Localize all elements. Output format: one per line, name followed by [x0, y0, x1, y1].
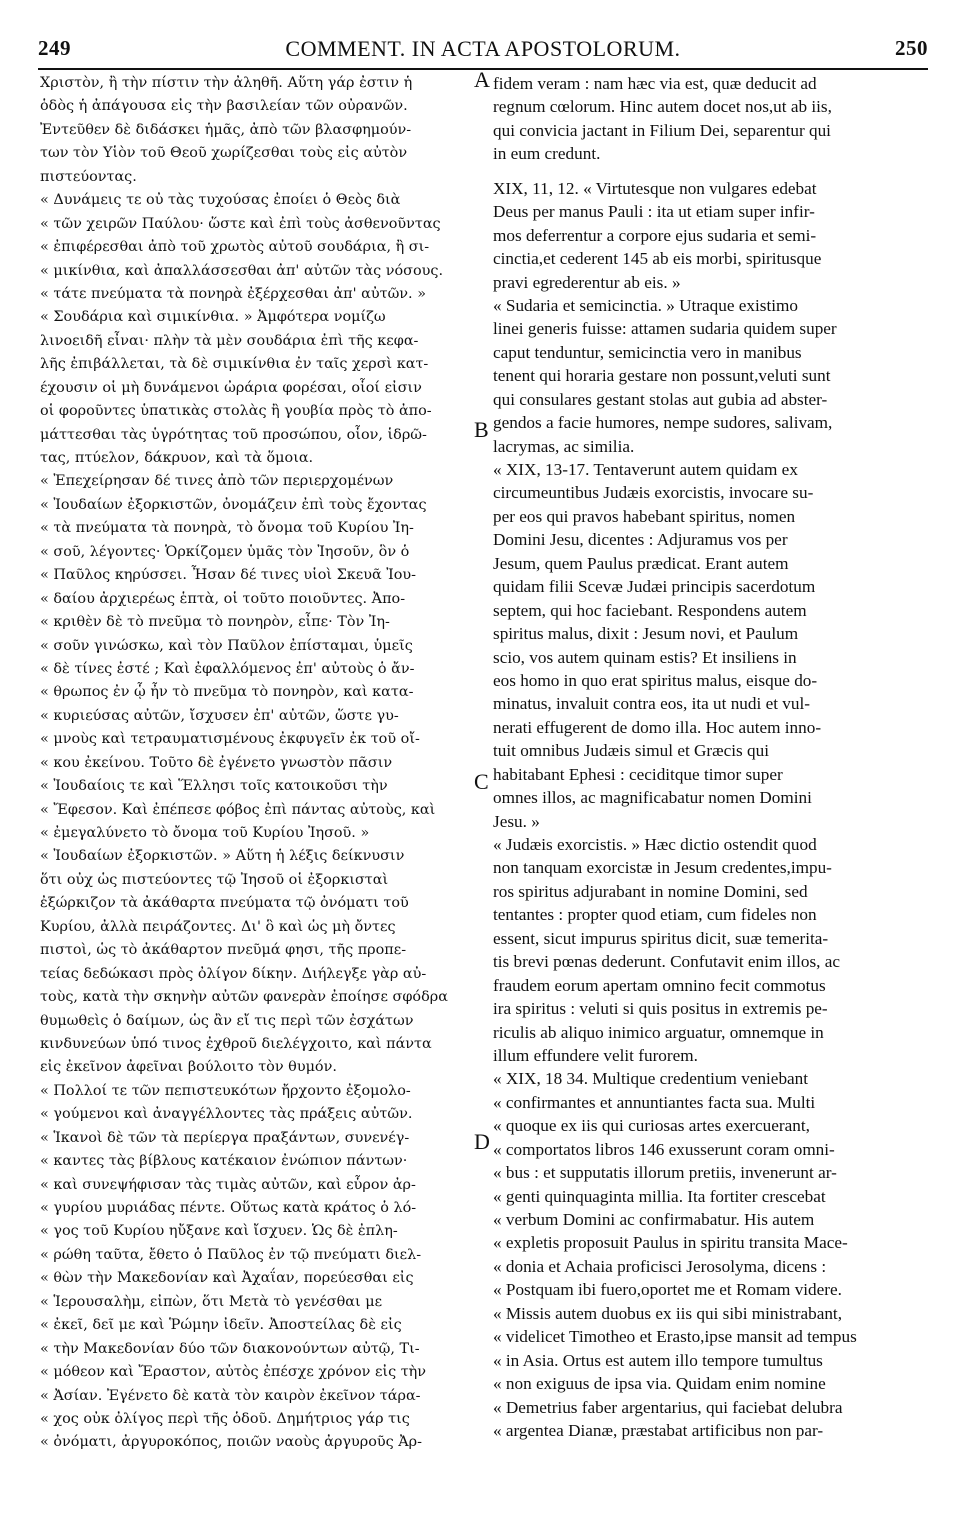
- latin-text-line: « verbum Domini ac confirmabatur. His autem: [493, 1210, 815, 1229]
- greek-text-line: « Ἰουδαίων ἐξορκιστῶν, ὀνομάζειν ἐπὶ τοὺς ἔχοντας: [40, 496, 427, 513]
- latin-text-line: Jesum, quem Paulus prædicat. Erant autem: [493, 553, 789, 573]
- latin-text-line: Deus per manus Pauli : ita ut etiam super infir-: [493, 202, 815, 222]
- greek-text-line: « δὲ τίνες ἐστέ ; Καὶ ἐφαλλόμενος ἐπ' αὐτοὺς ὁ ἄν-: [40, 660, 415, 677]
- latin-text-line: illum effundere velit furorem.: [493, 1045, 698, 1065]
- greek-text-line: « χος οὐκ ὀλίγος περὶ τῆς ὁδοῦ. Δημήτριος γάρ τις: [40, 1410, 410, 1427]
- greek-text-line: έχουσιν οἱ μὴ δυνάμενοι ὠράρια φορέσαι, οἷοί εἰσιν: [40, 379, 422, 396]
- latin-text-line: ros spiritus adjurabant in nomine Domini, sed: [493, 881, 808, 901]
- latin-text-line: tenent qui horaria gestare non possunt,veluti sunt: [493, 366, 831, 386]
- latin-text-line: cinctia,et cederent 145 ab eis morbi, spiritusque: [493, 249, 822, 269]
- greek-text-line: « σοῦ, λέγοντες· Ὁρκίζομεν ὑμᾶς τὸν Ἰησοῦν, ὃν ὁ: [40, 543, 410, 560]
- greek-text-line: « Ἱκανοὶ δὲ τῶν τὰ περίεργα πραξάντων, συνενέγ-: [40, 1129, 410, 1146]
- greek-text-line: των τὸν Υἱὸν τοῦ Θεοῦ χωρίζεσθαι τοὺς εἰς αὐτὸν: [40, 145, 408, 162]
- margin-letter-a: A: [474, 67, 490, 92]
- latin-text-line: caput tenduntur, semicinctia vero in manibus: [493, 342, 802, 362]
- latin-text-line: XIX, 11, 12. « Virtutesque non vulgares edebat: [493, 178, 817, 198]
- greek-text-line: « μνοὺς καὶ τετραυματισμένους ἐκφυγεῖν ἐκ τοῦ οἴ-: [40, 731, 420, 748]
- latin-text-line: eos homo in quo erat spiritus malus, eisque do-: [493, 670, 818, 690]
- greek-text-line: « θρωπος ἐν ᾧ ἦν τὸ πνεῦμα τὸ πονηρὸν, καὶ κατα-: [40, 684, 414, 701]
- greek-text-line: « ἐκεῖ, δεῖ με καὶ Ῥώμην ἰδεῖν. Ἀποστείλας δὲ εἰς: [40, 1317, 402, 1334]
- page-header: [38, 36, 928, 66]
- latin-text-line: « videlicet Timotheo et Erasto,ipse mansit ad tempus: [493, 1327, 857, 1347]
- latin-text-line: mos deferrentur a corpore ejus sudaria et semi-: [493, 225, 817, 245]
- latin-text-line: Jesu. »: [493, 811, 540, 831]
- greek-text-line: « Ἰουδαίων ἐξορκιστῶν. » Αὕτη ἡ λέξις δείκνυσιν: [40, 848, 405, 865]
- greek-text-line: « ἐπιφέρεσθαι ἀπὸ τοῦ χρωτὸς αὐτοῦ σουδάρια, ἢ σι-: [40, 239, 430, 256]
- greek-text-line: « σοῦν γινώσκω, καὶ τὸν Παῦλον ἐπίσταμαι, ὑμεῖς: [40, 637, 413, 654]
- latin-text-line: « Sudaria et semicinctia. » Utraque existimo: [493, 295, 798, 315]
- greek-text-line: « Ἔφεσον. Καὶ ἐπέπεσε φόβος ἐπὶ πάντας αὐτοὺς, καὶ: [40, 801, 436, 818]
- latin-text-line: « comportatos libros 146 exusserunt coram omni-: [493, 1139, 835, 1159]
- latin-text-line: spiritus malus, dixit : Jesum novi, et Paulum: [493, 624, 799, 644]
- latin-text-line: « argentea Dianæ, præstabat artificibus non par-: [493, 1420, 824, 1440]
- greek-text-line: « Ἱερουσαλὴμ, εἰπὼν, ὅτι Μετὰ τὸ γενέσθαι με: [40, 1293, 383, 1310]
- latin-text-line: qui consulares gestant stolas aut gubia ad abster-: [493, 389, 828, 409]
- latin-text-line: omnes illos, ac magnificabatur nomen Domini: [493, 788, 812, 808]
- greek-text-line: « γούμενοι καὶ ἀναγγέλλοντες τὰς πράξεις αὐτῶν.: [40, 1106, 413, 1123]
- greek-text-line: « μόθεον καὶ Ἔραστον, αὐτὸς ἐπέσχε χρόνον εἰς τὴν: [40, 1364, 427, 1381]
- latin-text-column: [493, 72, 929, 1442]
- latin-text-line: « in Asia. Ortus est autem illo tempore tumultus: [493, 1350, 823, 1370]
- latin-text-line: « confirmantes et annuntiantes facta sua. Multi: [493, 1092, 816, 1112]
- greek-text-line: ὅτι οὐχ ὡς πιστεύοντες τῷ Ἰησοῦ οἱ ἐξορκισταὶ: [40, 871, 389, 888]
- latin-text-line: Domini Jesu, dicentes : Adjuramus vos per: [493, 530, 788, 550]
- greek-text-line: « ρώθη ταῦτα, ἔθετο ὁ Παῦλος ἐν τῷ πνεύματι διελ-: [40, 1246, 422, 1263]
- greek-text-line: Ἐντεῦθεν δὲ διδάσκει ἡμᾶς, ἀπὸ τῶν βλασφημούν-: [40, 121, 412, 138]
- greek-text-line: « καὶ συνεψήφισαν τὰς τιμὰς αὐτῶν, καὶ εὗρον ἀρ-: [40, 1176, 416, 1193]
- latin-text-line: non tanquam exorcistæ in Jesum credentes,impu-: [493, 858, 832, 878]
- latin-text-line: « donia et Achaia proficisci Jerosolyma, dicens :: [493, 1256, 827, 1276]
- latin-text-line: minatus, invaluit contra eos, ita ut nudi et vul-: [493, 694, 810, 714]
- latin-text-line: tentantes : propter quod etiam, cum fideles non: [493, 905, 817, 925]
- latin-text-line: gendos a facie humores, nempe sudores, salivam,: [493, 413, 833, 433]
- greek-text-line: πιστοὶ, ὡς τὸ ἀκάθαρτον πνεῦμά φησι, τῆς προπε-: [40, 942, 407, 959]
- latin-text-line: « XIX, 18 34. Multique credentium veniebant: [493, 1069, 809, 1089]
- latin-text-line: in eum credunt.: [493, 144, 601, 164]
- latin-text-line: quidam filii Scevæ Judæi principis sacerdotum: [493, 577, 816, 597]
- latin-text-line: [493, 166, 929, 177]
- greek-text-column: [40, 72, 470, 1455]
- latin-text-line: ira spiritus : veluti si quis positus in extremis pe-: [493, 999, 828, 1019]
- greek-text-line: « δαίου ἀρχιερέως ἑπτὰ, οἱ τοῦτο ποιοῦντες. Ἀπο-: [40, 590, 406, 607]
- greek-text-line: « κου ἐκείνου. Τοῦτο δὲ ἐγένετο γνωστὸν πᾶσιν: [40, 754, 393, 771]
- greek-text-line: « τὰ πνεύματα τὰ πονηρὰ, τὸ ὄνομα τοῦ Κυρίου Ἰη-: [40, 520, 414, 537]
- latin-text-line: essent, sicut impurus spiritus dicit, suæ temerita-: [493, 928, 829, 948]
- greek-text-line: « κυριεύσας αὐτῶν, ἴσχυσεν ἐπ' αὐτῶν, ὥστε γυ-: [40, 707, 399, 724]
- latin-text-line: « Missis autem duobus ex iis qui sibi ministrabant,: [493, 1303, 842, 1323]
- latin-text-line: tuit omnibus Judæis simul et Græcis qui: [493, 741, 769, 761]
- greek-text-line: « μικίνθια, καὶ ἀπαλλάσσεσθαι ἀπ' αὐτῶν τὰς νόσους.: [40, 262, 444, 279]
- latin-text-line: tis brevi pœnas dederunt. Confutavit enim illos, ac: [493, 952, 841, 972]
- greek-text-line: « Παῦλος κηρύσσει. Ἦσαν δέ τινες υἱοὶ Σκευᾶ Ἰου-: [40, 567, 417, 584]
- greek-text-line: λῆς ἐπιβάλλεται, τὰ δὲ σιμικίνθια ἐν ταῖς χερσὶ κατ-: [40, 356, 429, 373]
- greek-text-line: ἐξώρκιζον τὰ ἀκάθαρτα πνεύματα τῷ ὀνόματι τοῦ: [40, 895, 409, 912]
- latin-text-line: regnum cœlorum. Hinc autem docet nos,ut ab iis,: [493, 97, 832, 117]
- greek-text-line: « θὼν τὴν Μακεδονίαν καὶ Ἀχαΐαν, πορεύεσθαι εἰς: [40, 1270, 414, 1287]
- greek-text-line: « γυρίου μυριάδας πέντε. Οὕτως κατὰ κράτος ὁ λό-: [40, 1200, 417, 1216]
- greek-text-line: μάττεσθαι τὰς ὑγρότητας τοῦ προσώπου, οἷον, ἱδρῶ-: [40, 426, 427, 443]
- latin-text-line: septem, qui hoc faciebant. Respondens autem: [493, 600, 807, 620]
- latin-text-line: « non exiguus de ipsa via. Quidam enim nomine: [493, 1374, 826, 1394]
- latin-text-line: « Demetrius faber argentarius, qui faciebat delubra: [493, 1397, 843, 1417]
- latin-text-line: « Judæis exorcistis. » Hæc dictio ostendit quod: [493, 835, 817, 854]
- latin-text-line: circumeuntibus Judæis exorcistis, invocare su-: [493, 483, 814, 503]
- latin-text-line: « genti quinquaginta millia. Ita fortiter crescebat: [493, 1186, 826, 1206]
- greek-text-line: Κυρίου, ἀλλὰ πειράζοντες. Δι' ὃ καὶ ὡς μὴ ὄντες: [40, 918, 396, 935]
- latin-text-line: « XIX, 13-17. Tentaverunt autem quidam ex: [493, 460, 798, 479]
- greek-text-line: « Ἐπεχείρησαν δέ τινες ἀπὸ τῶν περιερχομένων: [40, 473, 394, 490]
- greek-text-line: « κριθὲν δὲ τὸ πνεῦμα τὸ πονηρὸν, εἶπε· Τὸν Ἰη-: [40, 614, 390, 631]
- greek-text-line: « τῶν χειρῶν Παύλου· ὥστε καὶ ἐπὶ τοὺς ἀσθενοῦντας: [40, 215, 441, 232]
- latin-text-line: habitabant Ephesi : ceciditque timor super: [493, 764, 783, 784]
- margin-letter-b: B: [474, 417, 489, 442]
- latin-text-line: « quoque ex iis qui curiosas artes exercuerant,: [493, 1116, 810, 1136]
- latin-text-line: « bus : et supputatis illorum pretiis, invenerunt ar-: [493, 1163, 837, 1183]
- latin-text-line: scio, vos autem quinam estis? Et insiliens in: [493, 647, 797, 667]
- latin-text-line: linei generis fuisse: attamen sudaria quidem super: [493, 319, 837, 339]
- latin-text-line: lacrymas, ac similia.: [493, 436, 635, 456]
- greek-text-line: « καντες τὰς βίβλους κατέκαιον ἐνώπιον πάντων·: [40, 1153, 408, 1170]
- greek-text-line: τοὺς, κατὰ τὴν σκηνὴν αὐτῶν φανερὰν ἐποίησε σφόδρα: [40, 989, 448, 1006]
- greek-text-line: ὁδὸς ἡ ἀπάγουσα εἰς τὴν βασιλείαν τῶν οὐρανῶν.: [40, 98, 408, 115]
- greek-text-line: « τὴν Μακεδονίαν δύο τῶν διακονούντων αὐτῷ, Τι-: [40, 1340, 420, 1357]
- latin-text-line: pravi egrederentur ab eis. »: [493, 272, 681, 292]
- latin-text-line: per eos qui pravos habebant spiritus, nomen: [493, 506, 796, 526]
- running-title: COMMENT. IN ACTA APOSTOLORUM.: [285, 36, 681, 61]
- page-number-right: 250: [895, 36, 928, 60]
- greek-text-line: κινδυνεύων ὑπό τινος ἐχθροῦ διελέγχοιτο, καὶ πάντα: [40, 1035, 432, 1052]
- greek-text-line: θυμωθεὶς ὁ δαίμων, ὡς ἂν εἴ τις περὶ τῶν ἐσχάτων: [40, 1012, 414, 1029]
- greek-text-line: « γος τοῦ Κυρίου ηὔξανε καὶ ἴσχυεν. Ὡς δὲ ἐπλη-: [40, 1223, 398, 1240]
- latin-text-line: « expletis proposuit Paulus in spiritu transita Mace-: [493, 1233, 848, 1253]
- greek-text-line: « Ἀσίαν. Ἐγένετο δὲ κατὰ τὸν καιρὸν ἐκεῖνον τάρα-: [40, 1387, 421, 1404]
- greek-text-line: τείας δεδώκασι πρὸς ὀλίγον δίκην. Διήλεγξε γὰρ αὐ-: [40, 965, 427, 982]
- latin-text-line: nerati effugerent de domo illa. Hoc autem inno-: [493, 717, 822, 737]
- greek-text-line: τας, πτύελον, δάκρυον, καὶ τὰ ὅμοια.: [40, 450, 314, 466]
- latin-text-line: riculis ab aliquo inimico arguatur, omnemque in: [493, 1022, 824, 1042]
- greek-text-line: « Πολλοί τε τῶν πεπιστευκότων ἤρχοντο ἐξομολο-: [40, 1082, 411, 1099]
- latin-text-line: fraudem eorum apertam omnino fecit commotus: [493, 975, 826, 995]
- greek-text-line: πιστεύοντας.: [40, 168, 137, 185]
- greek-text-line: « ὀνόματι, ἀργυροκόπος, ποιῶν ναοὺς ἀργυροῦς Ἀρ-: [40, 1434, 422, 1451]
- greek-text-line: « Ἰουδαίοις τε καὶ Ἕλλησι τοῖς κατοικοῦσι τὴν: [40, 778, 388, 795]
- greek-text-line: λινοειδῆ εἶναι· πλὴν τὰ μὲν σουδάρια ἐπὶ τῆς κεφα-: [40, 332, 419, 349]
- latin-text-line: qui convicia jactant in Filium Dei, separentur qui: [493, 120, 831, 140]
- greek-text-line: οἱ φοροῦντες ὑπατικὰς στολὰς ἢ γουβία πρὸς τὸ ἀπο-: [40, 403, 432, 420]
- margin-letter-d: D: [474, 1129, 490, 1154]
- greek-text-line: « τάτε πνεύματα τὰ πονηρὰ ἐξέρχεσθαι ἀπ' αὐτῶν. »: [40, 285, 427, 302]
- latin-text-line: « Postquam ibi fuero,oportet me et Romam videre.: [493, 1280, 842, 1300]
- page-number-left: 249: [38, 36, 71, 60]
- greek-text-line: « ἐμεγαλύνετο τὸ ὄνομα τοῦ Κυρίου Ἰησοῦ. »: [40, 825, 370, 841]
- greek-text-line: « Σουδάρια καὶ σιμικίνθια. » Ἀμφότερα νομίζω: [40, 309, 386, 326]
- latin-text-line: fidem veram : nam hæc via est, quæ deducit ad: [493, 74, 817, 93]
- greek-text-line: Χριστὸν, ἢ τὴν πίστιν τὴν ἀληθῆ. Αὕτη γάρ ἐστιν ἡ: [40, 75, 413, 91]
- margin-letter-c: C: [474, 769, 489, 794]
- greek-text-line: « Δυνάμεις τε οὐ τὰς τυχούσας ἐποίει ὁ Θεὸς διὰ: [40, 192, 401, 209]
- greek-text-line: εἰς ἐκεῖνον ἀφεῖναι βούλοιτο τὸν θυμόν.: [40, 1059, 337, 1076]
